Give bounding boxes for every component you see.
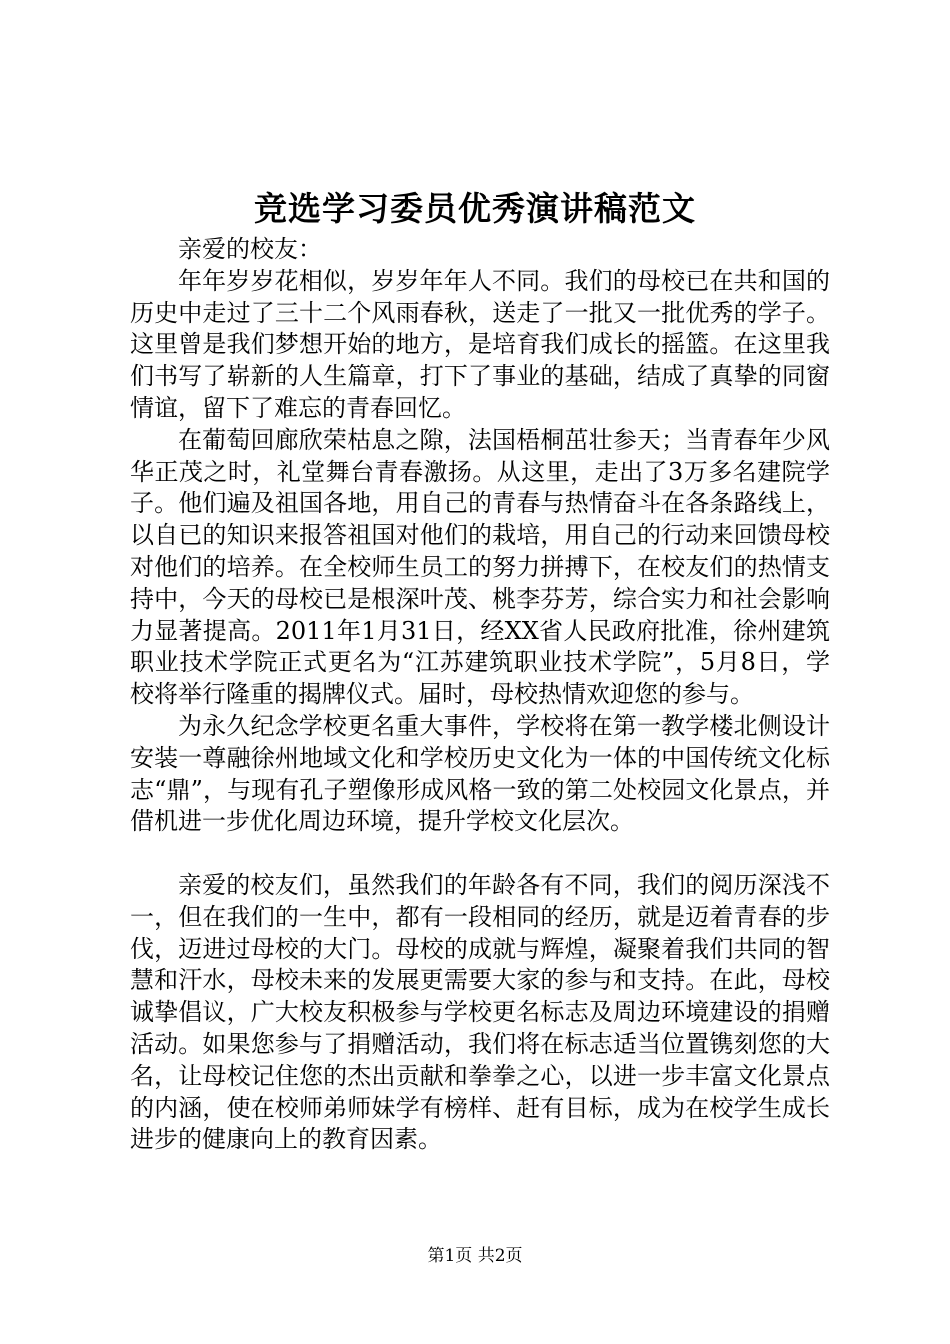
paragraph-1: 年年岁岁花相似，岁岁年年人不同。我们的母校已在共和国的历史中走过了三十二个风雨春秋，送走了一批又一批优秀的学子。这里曾是我们梦想开始的地方，是培育我们成长的摇篮。在这里我们书写了崭新的人生篇章，打下了事业的基础，结成了真挚的同窗情谊，留下了难忘的青春回忆。 [130,266,830,422]
document-title: 竞选学习委员优秀演讲稿范文 [254,189,696,228]
paragraph-4: 亲爱的校友们，虽然我们的年龄各有不同，我们的阅历深浅不一，但在我们的一生中，都有一段相同的经历，就是迈着青春的步伐，迈进过母校的大门。母校的成就与辉煌，凝聚着我们共同的智慧和汗水，母校未来的发展更需要大家的参与和支持。在此，母校诚挚倡议，广大校友积极参与学校更名标志及周边环境建设的捐赠活动。如果您参与了捐赠活动，我们将在标志适当位置镌刻您的大名，让母校记住您的杰出贡献和拳拳之心，以进一步丰富文化景点的内涵，使在校师弟师妹学有榜样、赶有目标，成为在校学生成长进步的健康向上的教育因素。 [130,870,830,1154]
paragraph-3: 为永久纪念学校更名重大事件，学校将在第一教学楼北侧设计安装一尊融徐州地域文化和学校历史文化为一体的中国传统文化标志“鼎”，与现有孔子塑像形成风格一致的第二处校园文化景点，并借机进一步优化周边环境，提升学校文化层次。 [130,711,830,836]
page-footer: 第1页 共2页 [427,1246,523,1266]
salutation: 亲爱的校友： [178,235,322,263]
document-body [130,234,830,1156]
paragraph-2: 在葡萄回廊欣荣枯息之隙，法国梧桐茁壮参天；当青春年少风华正茂之时，礼堂舞台青春激扬。从这里，走出了3万多名建院学子。他们遍及祖国各地，用自己的青春与热情奋斗在各条路线上，以自已的知识来报答祖国对他们的栽培，用自己的行动来回馈母校对他们的培养。在全校师生员工的努力拼搏下，在校友们的热情支持中，今天的母校已是根深叶茂、桃李芬芳，综合实力和社会影响力显著提高。2011年1月31日，经XX省人民政府批准，徐州建筑职业技术学院正式更名为“江苏建筑职业技术学院”，5月8日，学校将举行隆重的揭牌仪式。届时，母校热情欢迎您的参与。 [130,425,830,709]
blank-line [130,838,830,870]
